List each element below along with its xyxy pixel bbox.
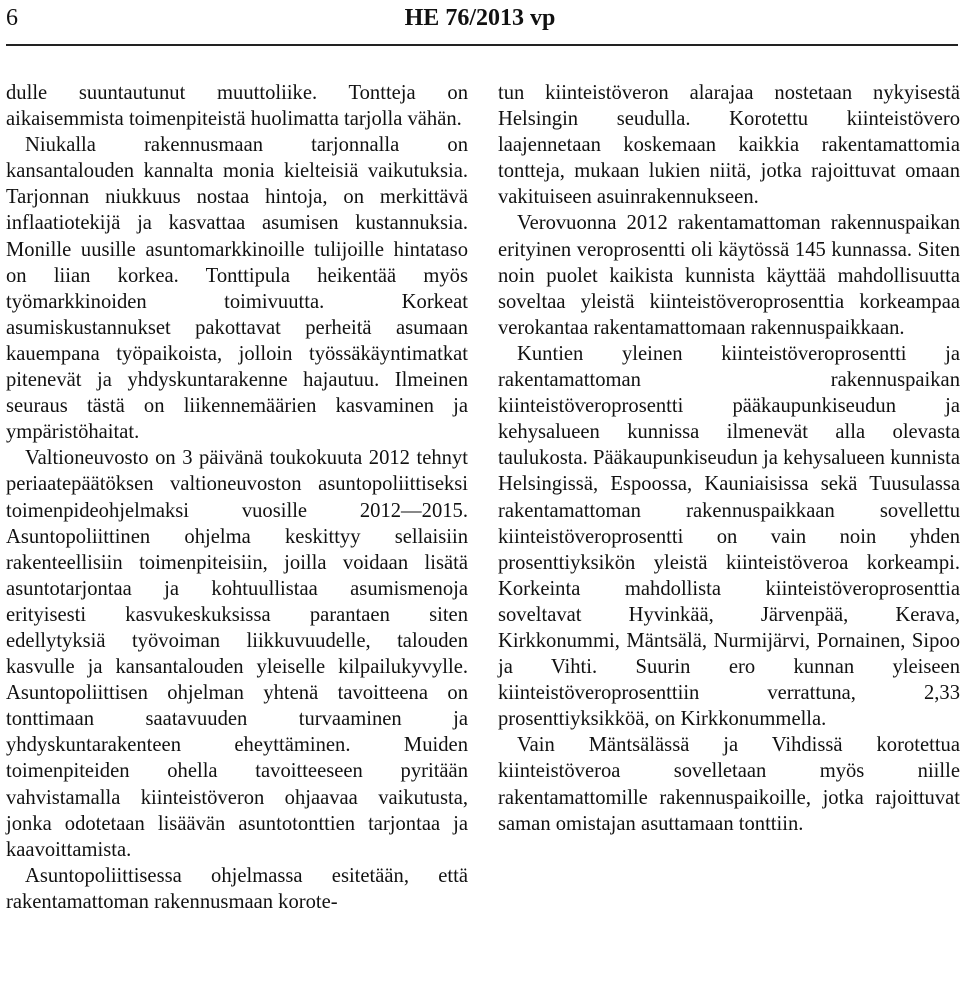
paragraph: tun kiinteistöveron alarajaa nostetaan nykyisestä Helsingin seudulla. Korotettu kiinteistövero laajennetaan koskemaan kaikkia rakentamattomia tontteja, mukaan lukien niitä, jotka rajoittuvat omaan vakituiseen asuinrakennukseen. bbox=[498, 82, 960, 209]
left-column bbox=[6, 80, 468, 915]
paragraph: Kuntien yleinen kiinteistöveroprosentti ja rakentamattoman rakennuspaikan kiinteistöveroprosentti pääkaupunkiseudun ja kehysalueen kunnissa ilmenevät alla olevasta taulukosta. Pääkaupunkiseudun ja kehysalueen kunnista Helsingissä, Espoossa, Kauniaisissa sekä Tuusulassa rakentamattoman rakennuspaikkaan sovellettu kiinteistöveroprosentti on vain noin yhden prosenttiyksikön yleistä kiinteistöveroa korkeampi. Korkeinta mahdollista kiinteistöveroprosenttia soveltavat Hyvinkää, Järvenpää, Kerava, Kirkkonummi, Mäntsälä, Nurmijärvi, Pornainen, Sipoo ja Vihti. Suurin ero kunnan yleiseen kiinteistöveroprosenttiin verrattuna, 2,33 prosenttiyksikköä, on Kirkkonummella. bbox=[498, 342, 960, 731]
page-number: 6 bbox=[6, 5, 18, 31]
header-rule bbox=[6, 44, 958, 46]
paragraph: Niukalla rakennusmaan tarjonnalla on kansantalouden kannalta monia kielteisiä vaikutuksia. Tarjonnan niukkuus nostaa hintoja, on merkittävä inflaatiotekijä ja kasvattaa asumisen kustannuksia. Monille uusille asuntomarkkinoille tulijoille hintataso on liian korkea. Tonttipula heikentää myös työmarkkinoiden toimivuutta. Korkeat asumiskustannukset pakottavat perheitä asumaan kauempana työpaikoista, jolloin työssäkäyntimatkat pitenevät ja yhdyskuntarakenne hajautuu. Ilmeinen seuraus tästä on liikennemäärien kasvaminen ja ympäristöhaitat. bbox=[6, 134, 468, 444]
right-column bbox=[498, 80, 960, 837]
document-id: HE 76/2013 vp bbox=[404, 5, 556, 31]
page-header bbox=[0, 0, 960, 40]
paragraph: Asuntopoliittisessa ohjelmassa esitetään, että rakentamattoman rakennusmaan korote- bbox=[6, 864, 468, 913]
paragraph: Valtioneuvosto on 3 päivänä toukokuuta 2012 tehnyt periaatepäätöksen valtioneuvoston asuntopoliittiseksi toimenpideohjelmaksi vuosille 2012—2015. Asuntopoliittinen ohjelma keskittyy sellaisiin rakenteellisiin toimenpiteisiin, joilla voidaan lisätä asuntotarjontaa ja kohtuullistaa asumismenoja erityisesti kasvukeskuksissa parantaen siten edellytyksiä työvoiman liikkuvuudelle, talouden kasvulle ja kansantalouden yleiselle kilpailukyvylle. Asuntopoliittisen ohjelman yhtenä tavoitteena on tonttimaan saatavuuden turvaaminen ja yhdyskuntarakenteen eheyttäminen. Muiden toimenpiteiden ohella tavoitteeseen pyritään vahvistamalla kiinteistöveron ohjaavaa vaikutusta, jonka odotetaan lisäävän asuntotonttien tarjontaa ja kaavoittamista. bbox=[6, 447, 468, 861]
paragraph: Vain Mäntsälässä ja Vihdissä korotettua kiinteistöveroa sovelletaan myös niille rakentamattomille rakennuspaikoille, jotka rajoittuvat saman omistajan asuttamaan tonttiin. bbox=[498, 734, 960, 835]
paragraph: dulle suuntautunut muuttoliike. Tontteja on aikaisemmista toimenpiteistä huolimatta tarjolla vähän. bbox=[6, 82, 468, 131]
paragraph: Verovuonna 2012 rakentamattoman rakennuspaikan erityinen veroprosentti oli käytössä 145 kunnassa. Siten noin puolet kaikista kunnista käyttää mahdollisuutta soveltaa yleistä kiinteistöveroprosenttia korkeampaa verokantaa rakentamattomaan rakennuspaikkaan. bbox=[498, 212, 960, 339]
